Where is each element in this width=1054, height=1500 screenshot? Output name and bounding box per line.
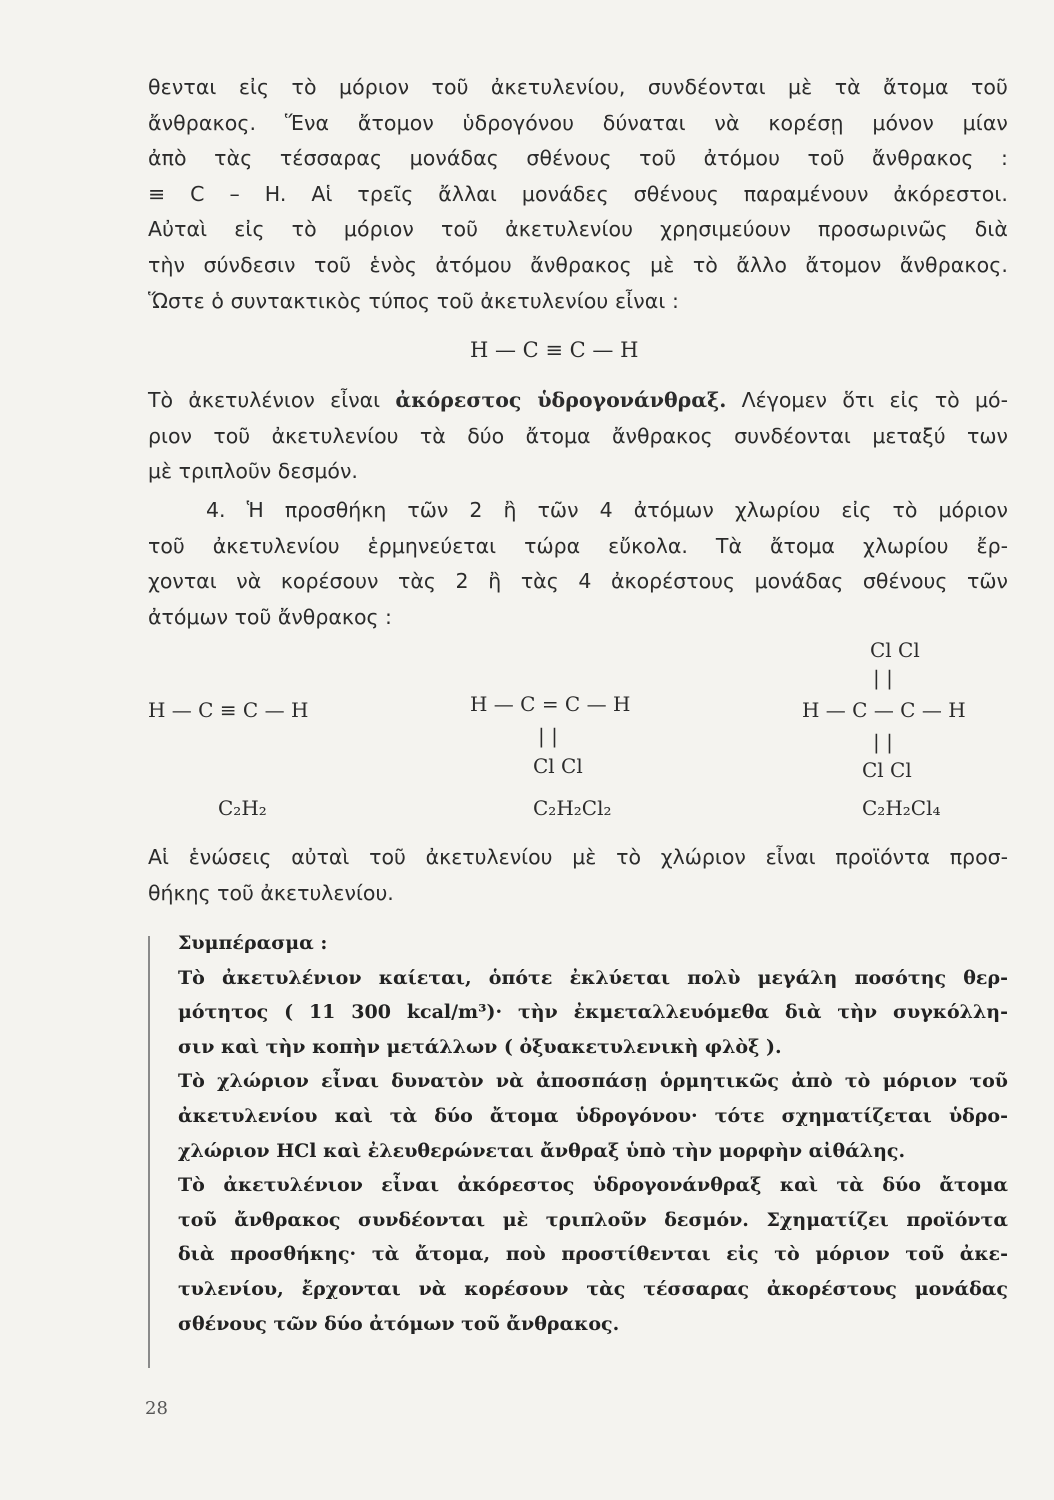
paragraph-chlorine-addition [148, 493, 1008, 635]
paragraph-valence [148, 70, 1008, 319]
formula-dichloro-name: C₂H₂Cl₂ [533, 796, 612, 820]
bold-term: ἀκόρεστος ὑδρογονάνθραξ. [395, 388, 727, 412]
formula-tetrachloro-bonds-bot: | | [873, 730, 893, 754]
text-line: τὴν σύνδεσιν τοῦ ἑνὸς ἀτόμου ἄνθρακος μὲ τὸ ἄλλο ἄτομον ἄνθρακος. [148, 252, 1008, 277]
formula-acetylene: H — C ≡ C — H [148, 698, 309, 722]
summary-line: τοῦ ἄνθρακος συνδέονται μὲ τριπλοῦν δεσμόν. Σχηματίζει προϊόντα [178, 1208, 1008, 1231]
summary-line: τυλενίου, ἔρχονται νὰ κορέσουν τὰς τέσσαρας ἀκορέστους μονάδας [178, 1277, 1008, 1300]
text-line: θενται εἰς τὸ μόριον τοῦ ἀκετυλενίου, συνδέονται μὲ τὰ ἄτομα τοῦ [148, 75, 1008, 99]
text-line: μὲ τριπλοῦν δεσμόν. [148, 459, 358, 484]
acetylene-structural-formula: H — C ≡ C — H [470, 338, 639, 362]
summary-line: σθένους τῶν δύο ἀτόμων τοῦ ἄνθρακος. [178, 1312, 620, 1335]
text-line: ≡ C – H. Αἱ τρεῖς ἄλλαι μονάδες σθένους παραμένουν ἀκόρεστοι. [148, 181, 1008, 206]
paragraph-unsaturated [148, 383, 1008, 490]
text-line: ριον τοῦ ἀκετυλενίου τὰ δύο ἄτομα ἄνθρακος συνδέονται μεταξύ των [148, 423, 1008, 448]
formula-tetrachloro-cl-bot: Cl Cl [862, 758, 912, 782]
summary-heading: Συμπέρασμα : [178, 932, 328, 954]
text-line: θήκης τοῦ ἀκετυλενίου. [148, 880, 394, 905]
text-line: ἄνθρακος. Ἕνα ἄτομον ὑδρογόνου δύναται νὰ κορέσῃ μόνον μίαν [148, 110, 1008, 135]
summary-line: χλώριον HCl καὶ ἐλευθερώνεται ἄνθραξ ὑπὸ τὴν μορφὴν αἰθάλης. [178, 1139, 906, 1162]
text-line: Αὐταὶ εἰς τὸ μόριον τοῦ ἀκετυλενίου χρησιμεύουν προσωρινῶς διὰ [148, 217, 1008, 242]
summary-line: Τὸ ἀκετυλένιον εἶναι ἀκόρεστος ὑδρογονάνθραξ καὶ τὰ δύο ἄτομα [178, 1174, 1008, 1197]
formula-acetylene-name: C₂H₂ [218, 796, 267, 820]
summary-line: μότητος ( 11 300 kcal/m³)· τὴν ἐκμεταλλευόμεθα διὰ τὴν συγκόλλη- [178, 1001, 1008, 1024]
text-line: Αἱ ἑνώσεις αὐταὶ τοῦ ἀκετυλενίου μὲ τὸ χλώριον εἶναι προϊόντα προσ- [148, 845, 1008, 869]
page-number: 28 [145, 1398, 168, 1419]
text-line: 4. Ἡ προσθήκη τῶν 2 ἢ τῶν 4 ἀτόμων χλωρίου εἰς τὸ μόριον [206, 498, 1008, 522]
formula-tetrachloro-name: C₂H₂Cl₄ [862, 796, 941, 820]
summary-line: ἀκετυλενίου καὶ τὰ δύο ἄτομα ὑδρογόνου· τότε σχηματίζεται ὑδρο- [178, 1104, 1008, 1127]
formula-tetrachloro-cl-top: Cl Cl [870, 638, 920, 662]
summary-line: διὰ προσθήκης· τὰ ἄτομα, ποὺ προστίθενται εἰς τὸ μόριον τοῦ ἀκε- [178, 1243, 1008, 1266]
text-line [148, 383, 1008, 419]
summary-line: σιν καὶ τὴν κοπὴν μετάλλων ( ὀξυακετυλενικὴ φλὸξ ). [178, 1035, 782, 1058]
summary-box [178, 926, 1008, 1341]
summary-line: Τὸ χλώριον εἶναι δυνατὸν νὰ ἀποσπάσῃ ὁρμητικῶς ἀπὸ τὸ μόριον τοῦ [178, 1070, 1008, 1093]
text-line: χονται νὰ κορέσουν τὰς 2 ἢ τὰς 4 ἀκορέστους μονάδας σθένους τῶν [148, 569, 1008, 594]
formula-tetrachloro: H — C — C — H [802, 698, 966, 722]
paragraph-addition-products [148, 840, 1008, 911]
formula-dichloro-bonds: | | [538, 724, 558, 748]
summary-margin-rule [148, 936, 150, 1368]
text-span: Τὸ ἀκετυλένιον εἶναι [148, 388, 396, 412]
formula-dichloro: H — C = C — H [470, 692, 631, 716]
text-line: Ὥστε ὁ συντακτικὸς τύπος τοῦ ἀκετυλενίου εἶναι : [148, 288, 680, 313]
summary-line: Τὸ ἀκετυλένιον καίεται, ὁπότε ἐκλύεται πολὺ μεγάλη ποσότης θερ- [178, 966, 1008, 989]
formula-tetrachloro-bonds-top: | | [873, 666, 893, 690]
text-line: ἀτόμων τοῦ ἄνθρακος : [148, 604, 392, 629]
text-line: ἀπὸ τὰς τέσσαρας μονάδας σθένους τοῦ ἀτόμου τοῦ ἄνθρακος : [148, 146, 1008, 171]
text-span: Λέγομεν ὅτι εἰς τὸ μό- [726, 388, 1009, 412]
formula-dichloro-cl: Cl Cl [533, 754, 583, 778]
text-line: τοῦ ἀκετυλενίου ἑρμηνεύεται τώρα εὔκολα. Τὰ ἄτομα χλωρίου ἔρ- [148, 533, 1008, 558]
